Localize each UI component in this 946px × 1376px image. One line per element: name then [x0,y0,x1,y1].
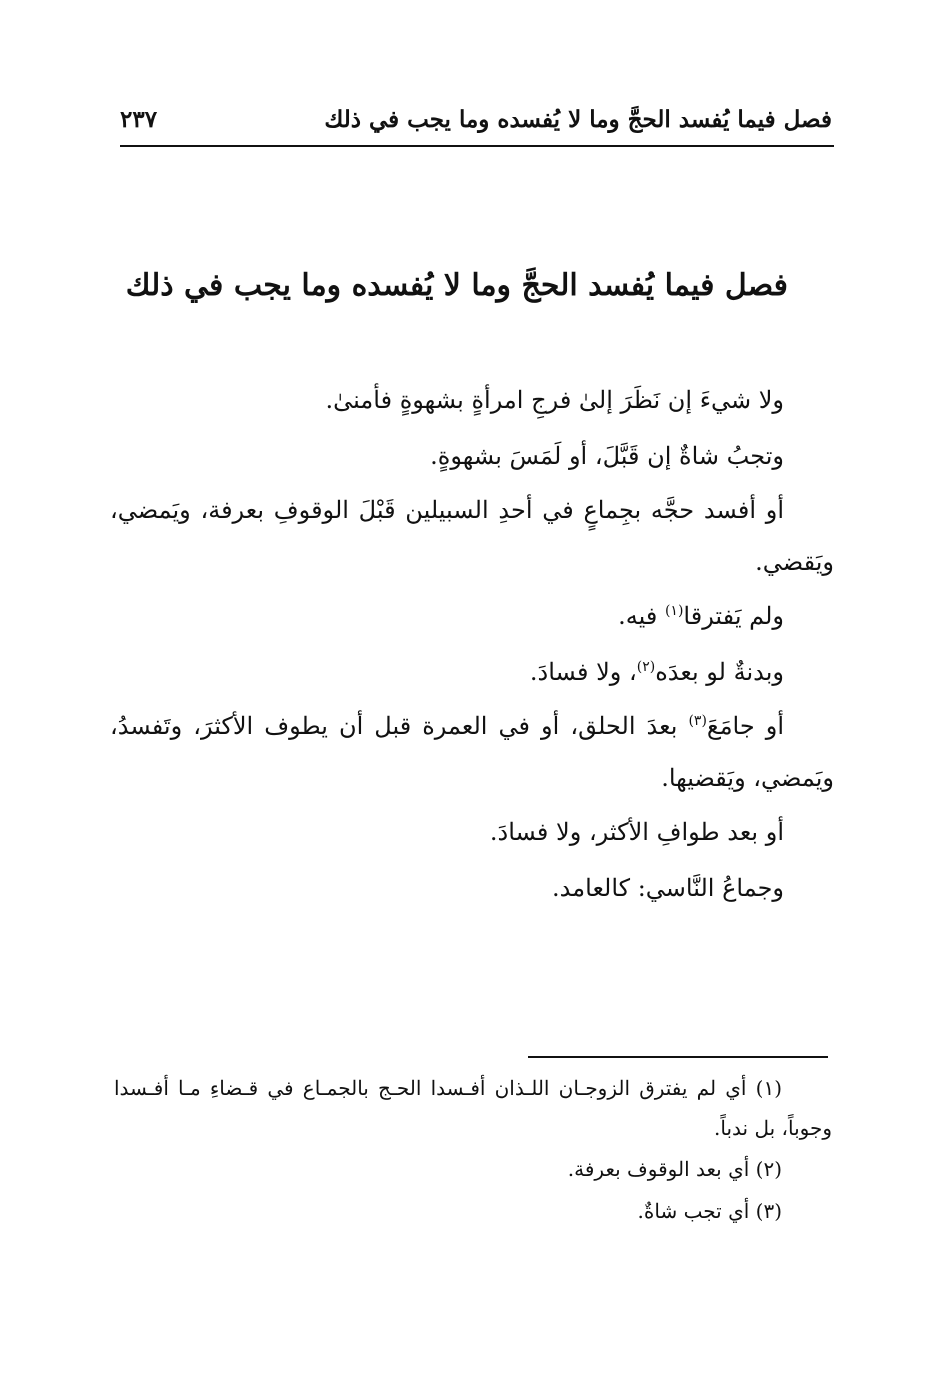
footnote-1: (١) أي لم يفترق الزوجـان اللـذان أفـسدا الحـج بالجمـاع في قـضاءِ مـا أفـسدا وجوباً، بل ندباً. [114,1076,832,1140]
paragraph-text: أو جامَعَ [706,712,784,740]
paragraph-text: ولم يَفترقا [683,602,784,630]
footnote-marker[interactable]: (١) [664,603,684,619]
paragraph-text: ، ولا فسادَ. [529,658,637,686]
paragraph-text: بعدَ الحلق، أو في العمرة قبل أن يطوف الأكثرَ، وتَفسدُ، ويَمضي، ويَقضيها. [110,712,834,792]
paragraph [110,700,834,804]
footnotes [114,1068,832,1232]
footnote-2: (٢) أي بعد الوقوف بعرفة. [567,1157,782,1181]
footnote-marker[interactable]: (٢) [636,659,656,675]
footnote-marker[interactable]: (٣) [688,713,707,729]
paragraph [110,644,834,700]
paragraph: أو بعد طوافِ الأكثر، ولا فسادَ. [489,818,784,846]
paragraph [110,588,834,644]
page-number: ٢٣٧ [120,106,158,133]
paragraph: أو أفسد حجَّه بجِماعٍ في أحدِ السبيلين قَبْلَ الوقوفِ بعرفة، ويَمضي، ويَقضي. [110,496,834,576]
paragraph: وتجبُ شاةٌ إن قَبَّلَ، أو لَمَسَ بشهوةٍ. [430,442,784,470]
paragraph-text: وبدنةٌ لو بعدَه [655,658,784,686]
running-title: فصل فيما يُفسد الحجَّ وما لا يُفسده وما يجب في ذلك [324,106,832,133]
paragraph: وجماعُ النَّاسي: كالعامد. [552,874,784,902]
body-text [110,372,834,916]
footnote-rule [528,1056,828,1058]
paragraph-text: فيه. [618,602,665,630]
chapter-title: فصل فيما يُفسد الحجَّ وما لا يُفسده وما يجب في ذلك [125,268,788,303]
running-header [120,100,832,144]
paragraph: ولا شيءَ إن نَظَرَ إلىٰ فرجِ امرأةٍ بشهوةٍ فأمنىٰ. [325,386,784,414]
footnote-3: (٣) أي تجب شاةٌ. [637,1199,782,1223]
header-rule [120,145,834,147]
